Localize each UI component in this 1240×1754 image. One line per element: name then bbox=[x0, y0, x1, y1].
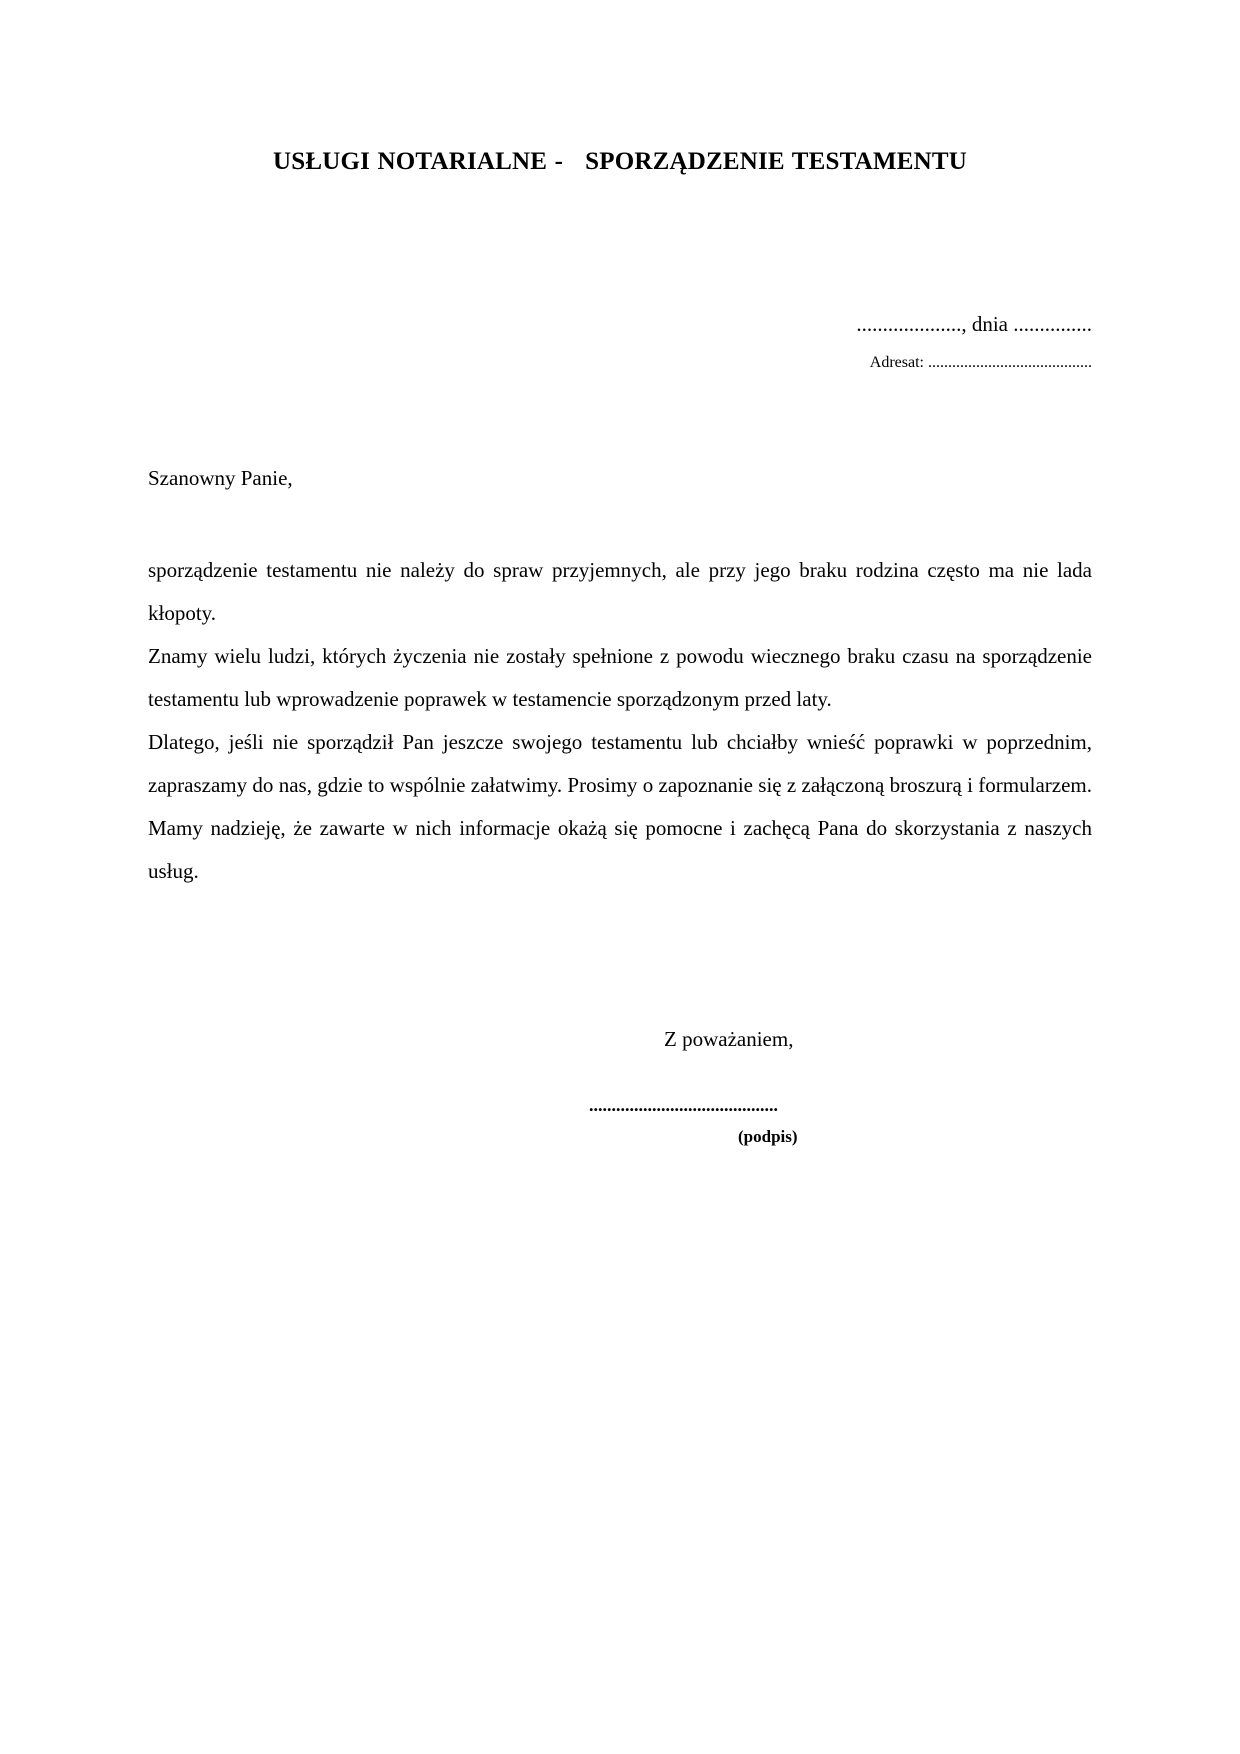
document-title bbox=[0, 148, 1240, 176]
paragraph-3: Dlatego, jeśli nie sporządził Pan jeszcze swojego testamentu lub chciałby wnieść poprawki w poprzednim, zapraszamy do nas, gdzie to wspólnie załatwimy. Prosimy o zapoznanie się z załączoną broszurą i formularzem. Mamy nadzieję, że zawarte w nich informacje okażą się pomocne i zachęcą Pana do skorzystania z naszych usług. bbox=[148, 730, 1092, 883]
paragraph-1: sporządzenie testamentu nie należy do spraw przyjemnych, ale przy jego braku rodzina często ma nie lada kłopoty. bbox=[148, 558, 1092, 625]
paragraph-2: Znamy wielu ludzi, których życzenia nie zostały spełnione z powodu wiecznego braku czasu na sporządzenie testamentu lub wprowadzenie poprawek w testamencie sporządzonym przed laty. bbox=[148, 644, 1092, 711]
addressee-line bbox=[870, 354, 1092, 372]
greeting: Szanowny Panie, bbox=[148, 466, 293, 490]
addressee-label: Adresat: bbox=[869, 354, 924, 371]
letter-body bbox=[148, 549, 1092, 893]
closing: Z poważaniem, bbox=[664, 1027, 794, 1051]
title-part-testament: SPORZĄDZENIE TESTAMENTU bbox=[585, 148, 967, 175]
addressee-dots: ......................................... bbox=[924, 354, 1092, 371]
title-part-services: USŁUGI NOTARIALNE - bbox=[273, 148, 564, 175]
place-date-line: ...................., dnia ............... bbox=[856, 312, 1092, 336]
signature-line: .......................................... bbox=[589, 1095, 778, 1115]
signature-label: (podpis) bbox=[738, 1127, 798, 1146]
